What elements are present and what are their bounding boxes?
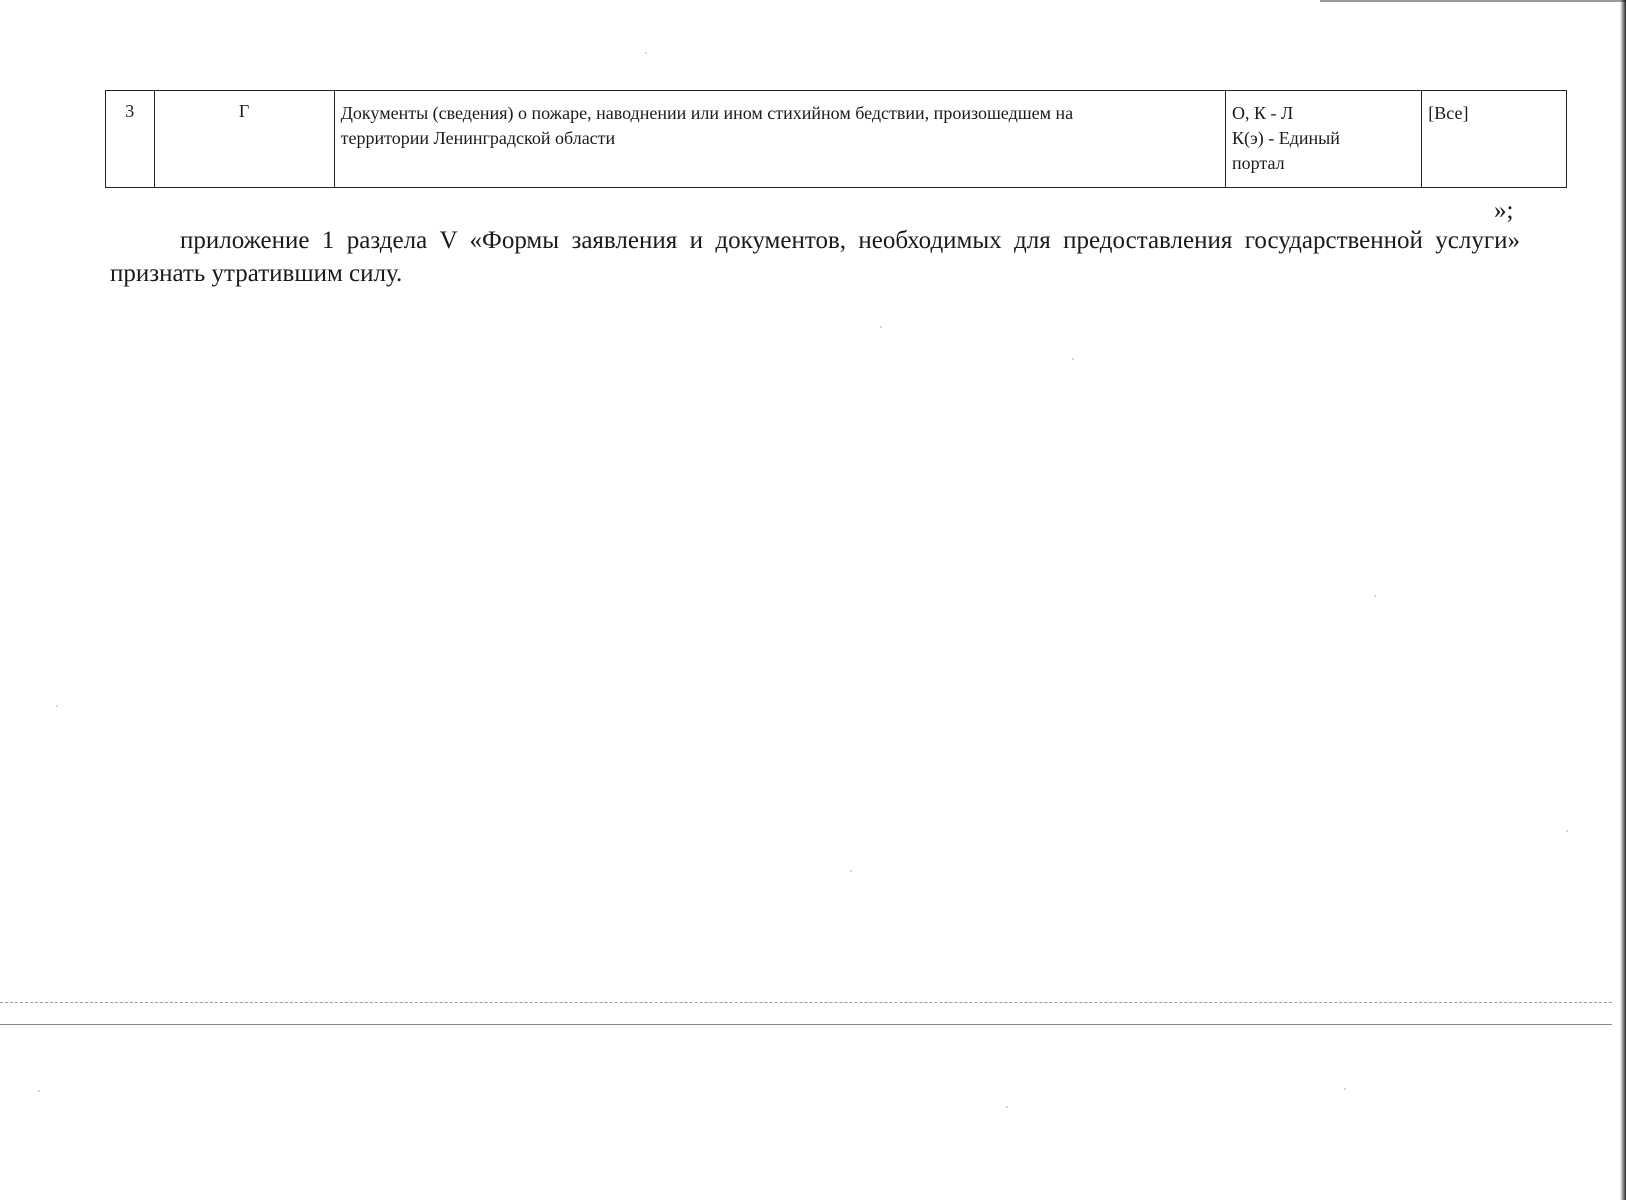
- scan-edge-top: [1320, 0, 1626, 2]
- table-row: [106, 91, 1567, 188]
- scan-edge-right: [1620, 0, 1626, 1200]
- scan-speck: [56, 705, 58, 707]
- documents-table: [105, 90, 1567, 188]
- scan-speck: [880, 326, 882, 328]
- scan-speck: [850, 870, 852, 872]
- form-line: К(э) - Единый: [1232, 128, 1340, 148]
- row-description-cell: [334, 91, 1225, 188]
- row-applicants-cell: [Все]: [1422, 91, 1567, 188]
- description-line: Документы (сведения) о пожаре, наводнении или ином стихийном бедствии, произошедшем на: [340, 103, 1074, 123]
- row-number-cell: 3: [106, 91, 155, 188]
- scan-speck: [1374, 595, 1376, 597]
- scan-fold-line: [0, 1002, 1612, 1003]
- description-line: территории Ленинградской области: [340, 128, 616, 148]
- row-form-cell: [1226, 91, 1422, 188]
- scan-speck: [1344, 1088, 1346, 1090]
- scan-fold-line: [0, 1024, 1612, 1025]
- scan-speck: [645, 52, 647, 54]
- form-line: О, К - Л: [1232, 103, 1294, 123]
- scan-speck: [1072, 358, 1074, 360]
- scan-speck: [38, 1090, 40, 1092]
- scan-speck: [1006, 1106, 1008, 1108]
- row-code-cell: Г: [154, 91, 334, 188]
- amendment-paragraph: приложение 1 раздела V «Формы заявления и документов, необходимых для предоставления государственной услуги» признать утратившим силу.: [110, 227, 1520, 287]
- closing-quote: »;: [1494, 197, 1514, 224]
- scan-speck: [1566, 830, 1568, 832]
- form-line: портал: [1232, 153, 1285, 173]
